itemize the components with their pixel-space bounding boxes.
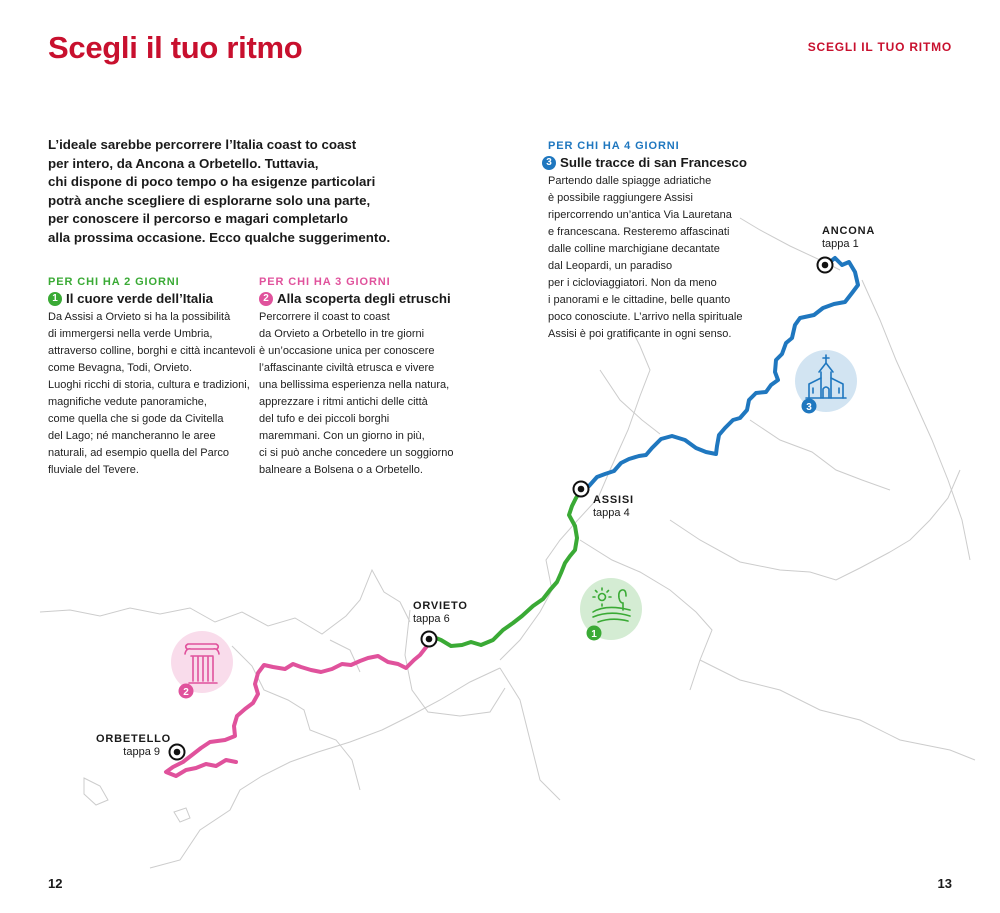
- badge-1: [580, 578, 642, 641]
- stop-label-assisi: [593, 494, 634, 520]
- stop-marker-orvieto: [422, 632, 437, 647]
- border-inland-marche: [750, 420, 890, 490]
- page-number-left: 12: [48, 876, 63, 891]
- body-line: Percorrere il coast to coast: [259, 311, 390, 323]
- section-body: [48, 309, 255, 479]
- body-line: di immergersi nella verde Umbria,: [48, 328, 213, 340]
- border-south: [150, 668, 500, 868]
- body-line: dalle colline marchigiane decantate: [548, 243, 720, 255]
- stop-stage: tappa 6: [413, 613, 450, 625]
- body-line: come Bevagna, Todi, Orvieto.: [48, 362, 193, 374]
- stop-stage: tappa 1: [822, 238, 859, 250]
- intro-line: alla prossima occasione. Ecco qualche suggerimento.: [48, 229, 391, 245]
- badge-3: [795, 350, 857, 414]
- section-title: Alla scoperta degli etruschi: [277, 291, 451, 306]
- section-3-days: [259, 276, 453, 479]
- body-line: è possibile raggiungere Assisi: [548, 192, 693, 204]
- stop-stage: tappa 9: [123, 746, 160, 758]
- stop-city: ASSISI: [593, 494, 634, 506]
- stop-marker-assisi: [574, 482, 589, 497]
- section-4-days: [548, 140, 747, 343]
- body-line: ci si può anche concedere un soggiorno: [259, 447, 454, 459]
- stop-marker-ancona: [818, 258, 833, 273]
- stop-label-orvieto: [413, 600, 468, 626]
- intro-paragraph: [48, 136, 391, 247]
- section-2-days: [48, 276, 255, 479]
- section-heading: [48, 291, 255, 306]
- badge-1-number: 1: [591, 629, 597, 640]
- body-line: fluviale del Tevere.: [48, 464, 139, 476]
- body-line: i panorami e le cittadine, belle quanto: [548, 294, 731, 306]
- stop-stage: tappa 4: [593, 507, 630, 519]
- body-line: l’affascinante civiltà etrusca e vivere: [259, 362, 435, 374]
- border-abruzzo-south: [700, 660, 975, 760]
- body-line: Luoghi ricchi di storia, cultura e tradizioni,: [48, 379, 250, 391]
- body-line: balneare a Bolsena o a Orbetello.: [259, 464, 423, 476]
- stop-city: ORBETELLO: [96, 733, 172, 745]
- body-line: una bellissima esperienza nella natura,: [259, 379, 450, 391]
- body-line: Partendo dalle spiagge adriatiche: [548, 175, 712, 187]
- border-tuscany-lazio: [232, 646, 360, 790]
- border-adriatic-coast: [862, 280, 970, 560]
- section-heading: [259, 291, 453, 306]
- section-kicker: PER CHI HA 2 GIORNI: [48, 276, 180, 288]
- body-line: del Lago; né mancheranno le aree: [48, 430, 216, 442]
- intro-line: potrà anche scegliere di esplorarne solo una parte,: [48, 192, 371, 208]
- intro-line: L’ideale sarebbe percorrere l’Italia coast to coast: [48, 137, 357, 152]
- body-line: Da Assisi a Orvieto si ha la possibilità: [48, 311, 231, 323]
- section-kicker: PER CHI HA 3 GIORNI: [259, 276, 391, 288]
- stop-label-ancona: [822, 225, 875, 251]
- border-island: [84, 778, 108, 805]
- badge-2-number: 2: [183, 687, 189, 698]
- body-line: da Orvieto a Orbetello in tre giorni: [259, 328, 425, 340]
- badge-3-number: 3: [806, 402, 812, 413]
- border-lazio-inner: [500, 668, 560, 800]
- page-title: Scegli il tuo ritmo: [48, 30, 303, 65]
- section-title: Sulle tracce di san Francesco: [560, 155, 747, 170]
- body-line: Assisi è poi gratificante in ogni senso.: [548, 328, 732, 340]
- border-west-coast: [40, 570, 410, 634]
- body-line: è un’occasione unica per conoscere: [259, 345, 435, 357]
- intro-line: per conoscere il percorso e magari completarlo: [48, 211, 349, 226]
- stop-label-orbetello: [96, 733, 172, 759]
- body-line: dal Leopardi, un paradiso: [548, 260, 673, 272]
- section-number-badge: 2: [259, 292, 273, 306]
- section-title: Il cuore verde dell’Italia: [66, 291, 214, 306]
- body-line: per i cicloviaggiatori. Non da meno: [548, 277, 717, 289]
- section-number-badge: 3: [542, 156, 556, 170]
- stop-marker-orbetello: [170, 745, 185, 760]
- body-line: del tufo e dei piccoli borghi: [259, 413, 390, 425]
- body-line: e francescana. Resteremo affascinati: [548, 226, 730, 238]
- border-island-2: [174, 808, 190, 822]
- page-number-right: 13: [937, 876, 952, 891]
- body-line: ripercorrendo un’antica Via Lauretana: [548, 209, 732, 221]
- intro-line: chi dispone di poco tempo o ha esigenze particolari: [48, 174, 376, 189]
- section-heading: [542, 155, 747, 170]
- section-body: [548, 173, 747, 343]
- badge-2: [171, 631, 233, 699]
- border-marche-abruzzo: [670, 470, 960, 580]
- body-line: attraverso colline, borghi e città incantevoli: [48, 345, 256, 357]
- body-line: come quella che si gode da Civitella: [48, 413, 224, 425]
- stop-city: ANCONA: [822, 225, 876, 237]
- running-head: SCEGLI IL TUO RITMO: [807, 40, 952, 54]
- body-line: magnifiche vedute panoramiche,: [48, 396, 207, 408]
- intro-line: per intero, da Ancona a Orbetello. Tuttavia,: [48, 155, 319, 171]
- body-line: apprezzare i ritmi antichi delle città: [259, 396, 428, 408]
- section-number-badge: 1: [48, 292, 62, 306]
- section-kicker: PER CHI HA 4 GIORNI: [548, 140, 680, 152]
- body-line: maremmani. Con un giorno in più,: [259, 430, 425, 442]
- stop-city: ORVIETO: [413, 600, 468, 612]
- body-line: naturali, ad esempio quella del Parco: [48, 447, 230, 459]
- body-line: poco conosciute. L’arrivo nella spirituale: [548, 311, 743, 323]
- section-body: [259, 309, 453, 479]
